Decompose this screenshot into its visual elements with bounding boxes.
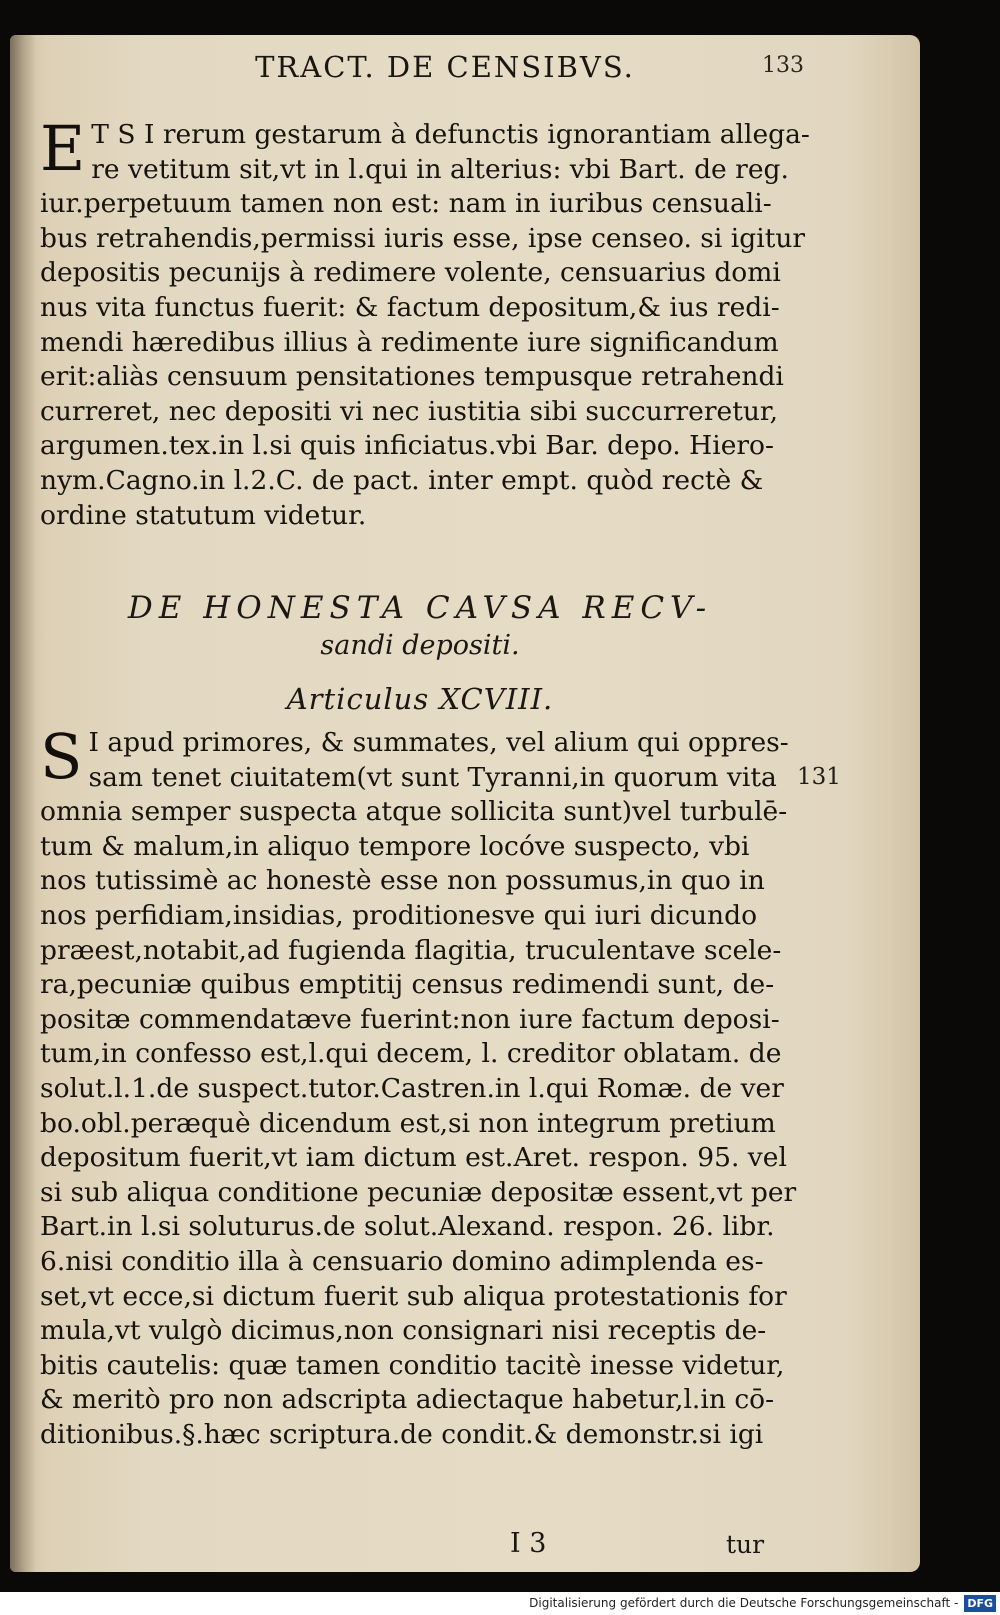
text-line: I apud primores, & summates, vel alium qui oppres- <box>88 727 789 758</box>
folio-number: 133 <box>762 53 804 78</box>
text-line: depositum fuerit,vt iam dictum est.Aret. respon. 95. vel <box>40 1142 787 1174</box>
text-line: argumen.tex.in l.si quis inficiatus.vbi Bar. depo. Hiero- <box>40 430 774 462</box>
section-heading: DE HONESTA CAVSA RECV- <box>127 590 713 626</box>
text-line: tum & malum,in aliquo tempore locóve suspecto, vbi <box>40 830 750 862</box>
text-line: bus retrahendis,permissi iuris esse, ipse censeo. si igitur <box>40 222 806 254</box>
text-line: set,vt ecce,si dictum fuerit sub aliqua protestationis for <box>40 1280 787 1312</box>
text-line: si sub aliqua conditione pecuniæ depositæ essent,vt per <box>40 1176 797 1208</box>
text-line: nus vita functus fuerit: & factum depositum,& ius redi- <box>40 291 780 323</box>
text-line: tum,in confesso est,l.qui decem, l. creditor oblatam. de <box>40 1038 782 1070</box>
text-line: iur.perpetuum tamen non est: nam in iuribus censuali- <box>40 188 772 220</box>
text-line: 6.nisi conditio illa à censuario domino adimplenda es- <box>40 1245 764 1277</box>
signature-mark: I 3 <box>510 1528 547 1559</box>
text-line: mula,vt vulgò dicimus,non consignari nisi receptis de- <box>40 1315 767 1347</box>
paragraph-1 <box>40 112 810 533</box>
section-heading-continuation: sandi depositi. <box>320 630 520 661</box>
text-line: T S I rerum gestarum à defunctis ignorantiam allega- <box>91 119 810 150</box>
running-head: TRACT. DE CENSIBVS. <box>255 50 635 84</box>
text-line: nym.Cagno.in l.2.C. de pact. inter empt. quòd rectè & <box>40 464 764 496</box>
text-line: positæ commendatæve fuerint:non iure factum deposi- <box>40 1003 780 1035</box>
text-line: erit:aliàs censuum pensitationes tempusque retrahendi <box>40 361 784 393</box>
page-gutter-shadow <box>10 35 36 1572</box>
dfg-logo: DFG <box>964 1595 996 1612</box>
text-line: omnia semper suspecta atque sollicita sunt)vel turbulē- <box>40 796 788 828</box>
text-line: nos perfidiam,insidias, proditionesve qui iuri dicundo <box>40 899 758 931</box>
text-line: sam tenet ciuitatem(vt sunt Tyranni,in quorum vita <box>88 761 777 793</box>
text-line: & meritò pro non adscripta adiectaque habetur,l.in cō- <box>40 1384 775 1416</box>
paragraph-2 <box>40 720 797 1452</box>
text-line: depositis pecunijs à redimere volente, censuarius domi <box>40 257 781 289</box>
text-line: re vetitum sit,vt in l.qui in alterius: vbi Bart. de reg. <box>91 153 789 185</box>
text-line: ditionibus.§.hæc scriptura.de condit.& demonstr.si igi <box>40 1418 764 1450</box>
text-line: curreret, nec depositi vi nec iustitia sibi succurreretur, <box>40 395 779 427</box>
text-line: bitis cautelis: quæ tamen conditio tacitè inesse videtur, <box>40 1349 785 1381</box>
text-line: mendi hæredibus illius à redimente iure significandum <box>40 326 779 358</box>
footer-bar <box>0 1592 1000 1615</box>
text-line: Bart.in l.si soluturus.de solut.Alexand. respon. 26. libr. <box>40 1211 775 1243</box>
text-line: ra,pecuniæ quibus emptitij census redimendi sunt, de- <box>40 969 775 1001</box>
margin-note: 131 <box>797 764 841 790</box>
text-line: bo.obl.peræquè dicendum est,si non integrum pretium <box>40 1107 776 1139</box>
funding-credit: Digitalisierung gefördert durch die Deutsche Forschungsgemeinschaft - <box>529 1596 959 1610</box>
text-line: solut.l.1.de suspect.tutor.Castren.in l.qui Romæ. de ver <box>40 1072 784 1104</box>
article-number: Articulus XCVIII. <box>286 682 554 716</box>
text-line: præest,notabit,ad fugienda flagitia, truculentave scele- <box>40 934 782 966</box>
dropcap-e: E <box>40 112 86 185</box>
catchword: tur <box>726 1530 765 1559</box>
text-line: nos tutissimè ac honestè esse non possumus,in quo in <box>40 865 765 897</box>
dropcap-s: S <box>40 720 83 793</box>
text-line: ordine statutum videtur. <box>40 499 367 531</box>
